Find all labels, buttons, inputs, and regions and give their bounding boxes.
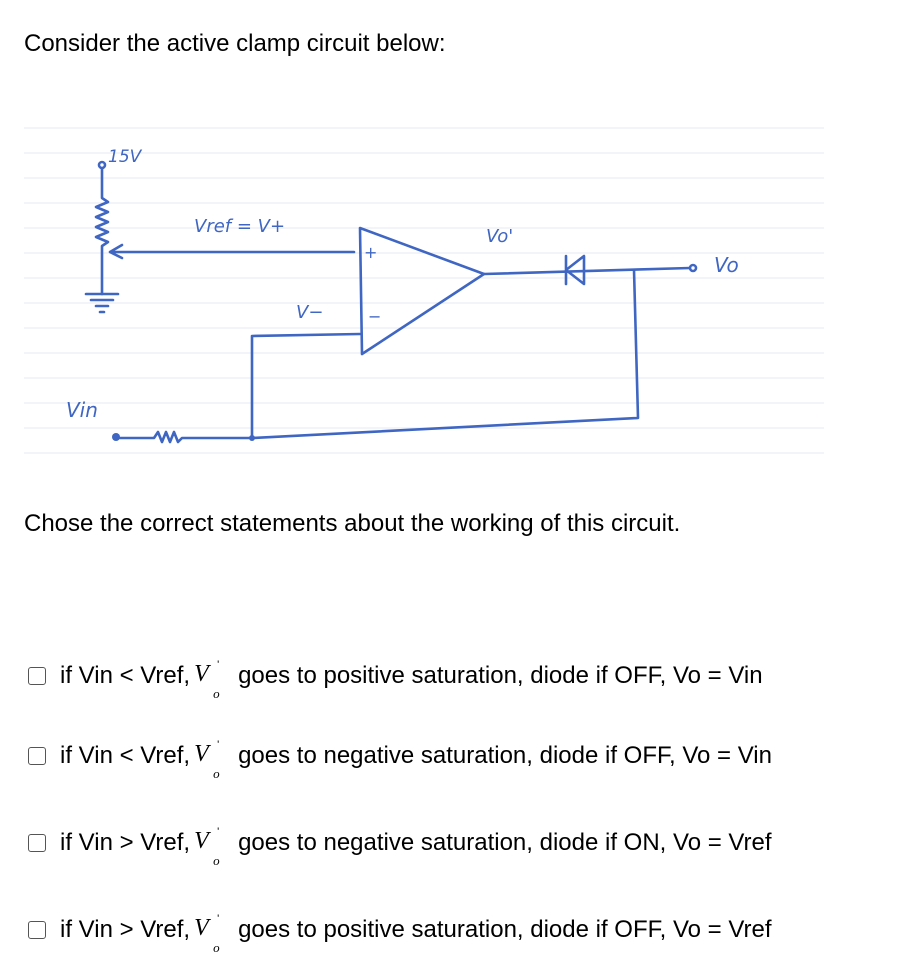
option-4-text: goes to positive saturation, diode if OFF, Vo = Vref: [238, 916, 772, 943]
op-amp-minus: −: [368, 307, 382, 326]
option-4-checkbox[interactable]: [28, 921, 46, 939]
question-title: Consider the active clamp circuit below:: [24, 30, 446, 57]
option-3-lead: if Vin > Vref,: [60, 829, 191, 856]
label-v-minus: V−: [296, 302, 324, 323]
label-vin: Vin: [66, 398, 98, 422]
feedback-wire: [252, 270, 638, 438]
op-amp: [360, 228, 484, 354]
label-vref: Vref = V+: [194, 216, 286, 237]
junction-node: [249, 435, 255, 441]
option-1-lead: if Vin < Vref,: [60, 662, 191, 689]
label-vo: Vo: [714, 253, 739, 277]
potentiometer: [96, 168, 108, 294]
output-wire: [484, 268, 690, 274]
op-amp-plus: +: [364, 243, 378, 262]
option-3[interactable]: [28, 826, 772, 869]
option-3-math: V ' o: [194, 826, 220, 868]
label-15v: 15V: [108, 147, 142, 167]
option-2-math: V ' o: [194, 739, 220, 781]
option-2[interactable]: [28, 739, 772, 782]
vin-terminal: [112, 433, 120, 441]
option-1[interactable]: [28, 659, 763, 702]
option-1-checkbox[interactable]: [28, 667, 46, 685]
option-2-text: goes to negative saturation, diode if OFF, Vo = Vin: [238, 742, 772, 769]
circuit-diagram: [24, 122, 824, 462]
option-2-lead: if Vin < Vref,: [60, 742, 191, 769]
option-1-math: V ' o: [194, 659, 220, 701]
label-vo-prime: Vo': [486, 226, 514, 247]
option-3-checkbox[interactable]: [28, 834, 46, 852]
option-4-lead: if Vin > Vref,: [60, 916, 191, 943]
option-3-text: goes to negative saturation, diode if ON, Vo = Vref: [238, 829, 772, 856]
option-4[interactable]: [28, 913, 772, 956]
option-4-math: V ' o: [194, 913, 220, 955]
option-1-text: goes to positive saturation, diode if OFF, Vo = Vin: [238, 662, 763, 689]
question-prompt: Chose the correct statements about the working of this circuit.: [24, 510, 681, 537]
ruled-lines: [24, 128, 824, 453]
option-2-checkbox[interactable]: [28, 747, 46, 765]
wiper-wire: [110, 245, 354, 258]
vin-resistor: [120, 432, 252, 442]
vo-terminal: [690, 265, 696, 271]
